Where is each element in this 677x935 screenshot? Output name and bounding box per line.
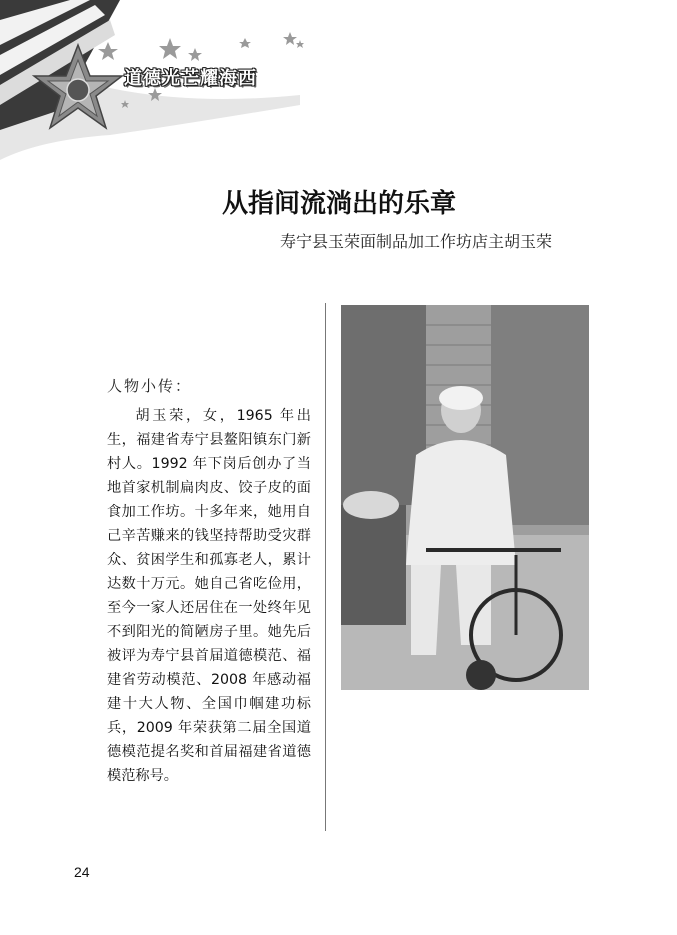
bio-heading: 人物小传： [107, 377, 193, 395]
page-number: 24 [74, 864, 90, 880]
article-title: 从指间流淌出的乐章 [222, 189, 457, 219]
article-subtitle: 寿宁县玉荣面制品加工作坊店主胡玉荣 [280, 232, 553, 251]
portrait-photo [341, 305, 589, 690]
tricycle-photo-illustration [341, 305, 589, 690]
bio-paragraph: 胡玉荣，女，1965 年出生，福建省寿宁县鳌阳镇东门新村人。1992 年下岗后创办了当地首家机制扁肉皮、饺子皮的面食加工作坊。十多年来，她用自己辛苦赚来的钱坚持帮助受灾群众、贫困学生和孤寡老人，累计达数十万元。她自己省吃俭用，至今一家人还居住在一处终年见不到阳光的简陋房子里。她先后被评为寿宁县首届道德模范、福建省劳动模范、2008 年感动福建十大人物、全国巾帼建功标兵，2009 年荣获第二届全国道德模范提名奖和首届福建省道德模范称号。 [107, 408, 311, 784]
column-divider [325, 303, 326, 831]
section-title: 道德光芒耀海西 [124, 68, 257, 89]
